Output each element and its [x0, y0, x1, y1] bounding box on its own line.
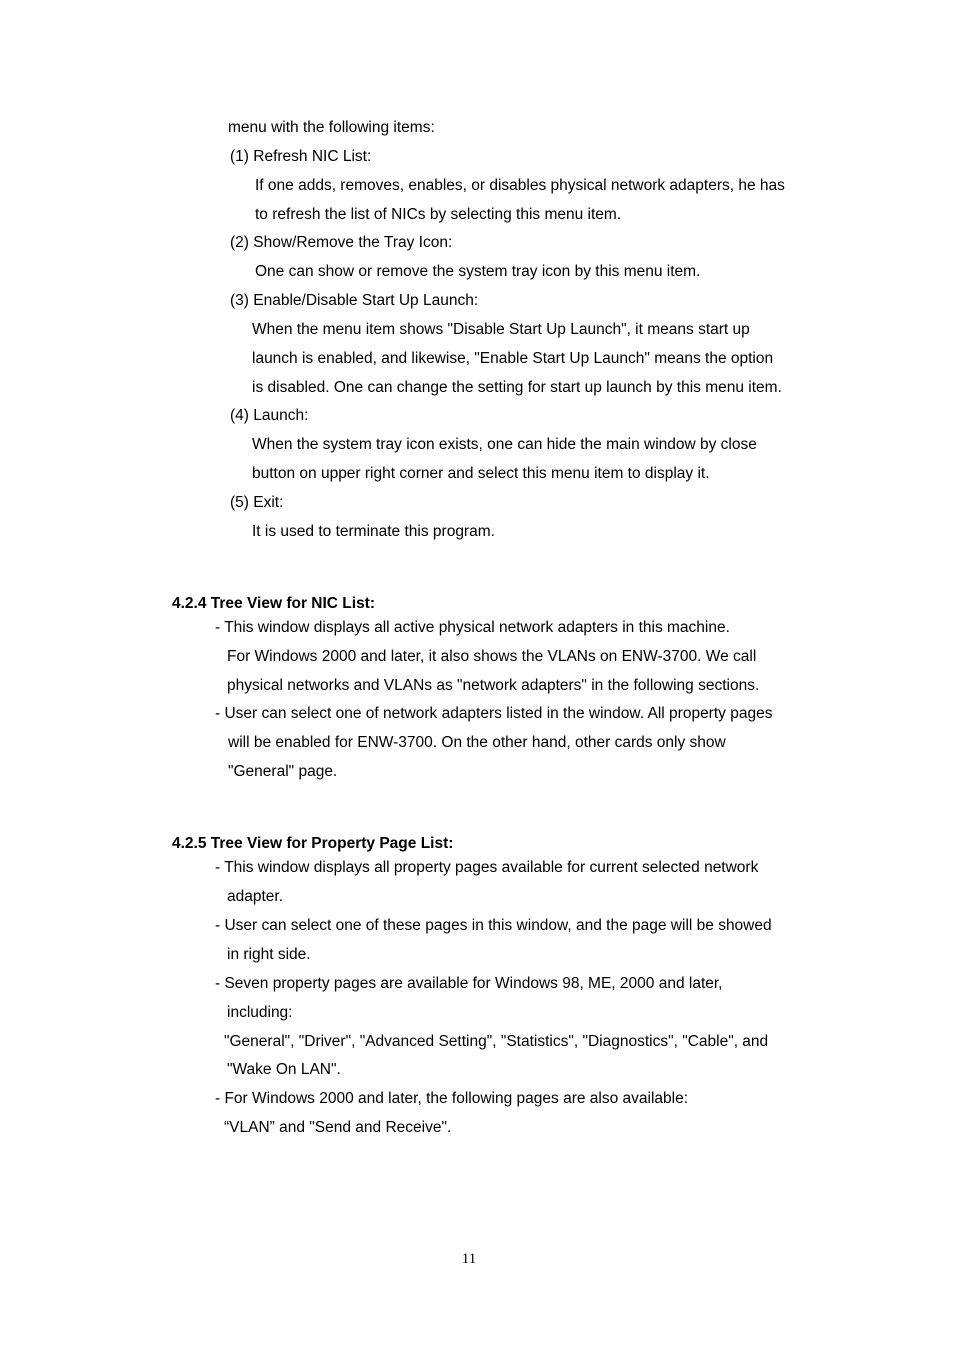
menu-item-1-desc-line: If one adds, removes, enables, or disables physical network adapters, he has	[255, 177, 785, 194]
section-425-line: - User can select one of these pages in this window, and the page will be showed	[215, 917, 772, 934]
section-424-line: - This window displays all active physical network adapters in this machine.	[215, 619, 730, 636]
section-425-line: in right side.	[227, 946, 311, 963]
menu-item-5-desc-line: It is used to terminate this program.	[252, 523, 495, 540]
section-425-line: "General", "Driver", "Advanced Setting", "Statistics", "Diagnostics", "Cable", and	[224, 1033, 769, 1050]
menu-item-1-desc-line: to refresh the list of NICs by selecting this menu item.	[255, 206, 622, 223]
menu-item-4-desc-line: button on upper right corner and select this menu item to display it.	[252, 465, 710, 482]
section-424-line: "General" page.	[228, 763, 338, 780]
menu-item-3-title: (3) Enable/Disable Start Up Launch:	[230, 292, 479, 309]
section-425-line: - For Windows 2000 and later, the following pages are also available:	[215, 1090, 689, 1107]
section-424-heading: 4.2.4 Tree View for NIC List:	[172, 595, 376, 612]
menu-item-3-desc-line: launch is enabled, and likewise, "Enable Start Up Launch" means the option	[252, 350, 774, 367]
section-424-line: - User can select one of network adapters listed in the window. All property pages	[215, 705, 773, 722]
section-425-line: "Wake On LAN".	[227, 1061, 341, 1078]
menu-item-1-title: (1) Refresh NIC List:	[230, 148, 372, 165]
section-425-line: including:	[227, 1004, 293, 1021]
menu-item-2-title: (2) Show/Remove the Tray Icon:	[230, 234, 453, 251]
menu-intro-text: menu with the following items:	[228, 119, 435, 136]
menu-item-4-desc-line: When the system tray icon exists, one can hide the main window by close	[252, 436, 757, 453]
section-424-line: For Windows 2000 and later, it also shows the VLANs on ENW-3700. We call	[227, 648, 757, 665]
menu-item-3-desc-line: When the menu item shows "Disable Start Up Launch", it means start up	[252, 321, 750, 338]
menu-item-5-title: (5) Exit:	[230, 494, 284, 511]
menu-item-3-desc-line: is disabled. One can change the setting for start up launch by this menu item.	[252, 379, 782, 396]
section-424-line: physical networks and VLANs as "network adapters" in the following sections.	[227, 677, 760, 694]
section-425-line: adapter.	[227, 888, 284, 905]
menu-item-4-title: (4) Launch:	[230, 407, 309, 424]
section-425-line: - Seven property pages are available for Windows 98, ME, 2000 and later,	[215, 975, 723, 992]
section-425-line: “VLAN” and "Send and Receive".	[224, 1119, 452, 1136]
menu-item-2-desc-line: One can show or remove the system tray icon by this menu item.	[255, 263, 701, 280]
page-number: 11	[461, 1251, 477, 1267]
section-425-line: - This window displays all property pages available for current selected network	[215, 859, 759, 876]
section-424-line: will be enabled for ENW-3700. On the other hand, other cards only show	[228, 734, 726, 751]
section-425-heading: 4.2.5 Tree View for Property Page List:	[172, 835, 454, 852]
